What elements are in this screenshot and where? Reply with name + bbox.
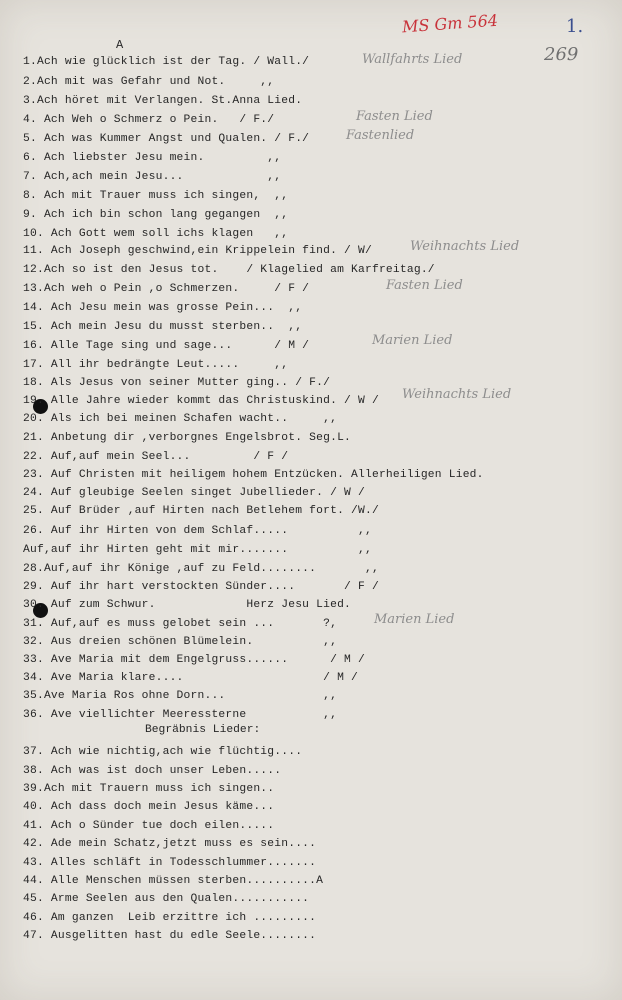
- pencil-folio-number: 269: [544, 44, 579, 65]
- pencil-annotation: Fastenlied: [346, 128, 415, 143]
- list-item: 40. Ach dass doch mein Jesus käme...: [23, 801, 275, 813]
- section-letter: A: [116, 38, 124, 52]
- list-item: 21. Anbetung dir ,verborgnes Engelsbrot. Seg.L.: [23, 432, 352, 444]
- list-item: 8. Ach mit Trauer muss ich singen, ,,: [23, 190, 289, 202]
- list-item: 41. Ach o Sünder tue doch eilen.....: [23, 820, 275, 832]
- list-item: 47. Ausgelitten hast du edle Seele........: [23, 930, 317, 942]
- list-item: 26. Auf ihr Hirten von dem Schlaf..... ,,: [23, 525, 372, 537]
- funeral-songs-subheading: Begräbnis Lieder:: [145, 724, 261, 736]
- list-item: 19. Alle Jahre wieder kommt das Christuskind. / W /: [23, 395, 379, 407]
- list-item: 20. Als ich bei meinen Schafen wacht.. ,,: [23, 413, 338, 425]
- list-item: 5. Ach was Kummer Angst und Qualen. / F./: [23, 133, 310, 145]
- list-item: 39.Ach mit Trauern muss ich singen..: [23, 783, 275, 795]
- list-item: 3.Ach höret mit Verlangen. St.Anna Lied.: [23, 95, 303, 107]
- pencil-annotation: Fasten Lied: [386, 278, 463, 293]
- list-item: 18. Als Jesus von seiner Mutter ging.. / F./: [23, 377, 331, 389]
- list-item: 37. Ach wie nichtig,ach wie flüchtig....: [23, 746, 303, 758]
- pencil-annotation: Marien Lied: [374, 612, 455, 627]
- shelfmark-annotation: MS Gm 564: [401, 10, 499, 37]
- list-item: 6. Ach liebster Jesu mein. ,,: [23, 152, 282, 164]
- list-item: 12.Ach so ist den Jesus tot. / Klagelied am Karfreitag./: [23, 264, 435, 276]
- list-item: 31. Auf,auf es muss gelobet sein ... ?,: [23, 618, 338, 630]
- pencil-annotation: Weihnachts Lied: [402, 387, 512, 402]
- list-item: 34. Ave Maria klare.... / M /: [23, 672, 359, 684]
- list-item: 35.Ave Maria Ros ohne Dorn... ,,: [23, 690, 338, 702]
- list-item: 17. All ihr bedrängte Leut..... ,,: [23, 359, 289, 371]
- list-item: 24. Auf gleubige Seelen singet Jubellieder. / W /: [23, 487, 365, 499]
- list-item: 43. Alles schläft in Todesschlummer.......: [23, 857, 317, 869]
- list-item: 33. Ave Maria mit dem Engelgruss...... / M /: [23, 654, 365, 666]
- list-item: 25. Auf Brüder ,auf Hirten nach Betlehem fort. /W./: [23, 505, 379, 517]
- list-item: 44. Alle Menschen müssen sterben..........A: [23, 875, 324, 887]
- list-item: 36. Ave viellichter Meeressterne ,,: [23, 709, 338, 721]
- list-item: 11. Ach Joseph geschwind,ein Krippelein find. / W/: [23, 245, 372, 257]
- list-item: 16. Alle Tage sing und sage... / M /: [23, 340, 310, 352]
- pencil-annotation: Wallfahrts Lied: [362, 52, 463, 67]
- list-item: 22. Auf,auf mein Seel... / F /: [23, 451, 289, 463]
- list-item: 1.Ach wie glücklich ist der Tag. / Wall./: [23, 56, 310, 68]
- pencil-annotation: Marien Lied: [372, 333, 453, 348]
- list-item: 45. Arme Seelen aus den Qualen...........: [23, 893, 310, 905]
- list-item: 30. Auf zum Schwur. Herz Jesu Lied.: [23, 599, 352, 611]
- list-item: 42. Ade mein Schatz,jetzt muss es sein....: [23, 838, 317, 850]
- list-item: 4. Ach Weh o Schmerz o Pein. / F./: [23, 114, 275, 126]
- list-item: 9. Ach ich bin schon lang gegangen ,,: [23, 209, 289, 221]
- list-item: 23. Auf Christen mit heiligem hohem Entzücken. Allerheiligen Lied.: [23, 469, 484, 481]
- list-item: 29. Auf ihr hart verstockten Sünder.... / F /: [23, 581, 379, 593]
- page-number: 1.: [566, 16, 584, 37]
- list-item: 32. Aus dreien schönen Blümelein. ,,: [23, 636, 338, 648]
- list-item: 7. Ach,ach mein Jesu... ,,: [23, 171, 282, 183]
- list-item: Auf,auf ihr Hirten geht mit mir....... ,,: [23, 544, 372, 556]
- pencil-annotation: Weihnachts Lied: [410, 239, 520, 254]
- pencil-annotation: Fasten Lied: [356, 109, 433, 124]
- list-item: 13.Ach weh o Pein ,o Schmerzen. / F /: [23, 283, 310, 295]
- list-item: 38. Ach was ist doch unser Leben.....: [23, 765, 282, 777]
- list-item: 15. Ach mein Jesu du musst sterben.. ,,: [23, 321, 303, 333]
- list-item: 10. Ach Gott wem soll ichs klagen ,,: [23, 228, 289, 240]
- list-item: 14. Ach Jesu mein was grosse Pein... ,,: [23, 302, 303, 314]
- list-item: 2.Ach mit was Gefahr und Not. ,,: [23, 76, 275, 88]
- list-item: 28.Auf,auf ihr Könige ,auf zu Feld........ ,,: [23, 563, 379, 575]
- list-item: 46. Am ganzen Leib erzittre ich .........: [23, 912, 317, 924]
